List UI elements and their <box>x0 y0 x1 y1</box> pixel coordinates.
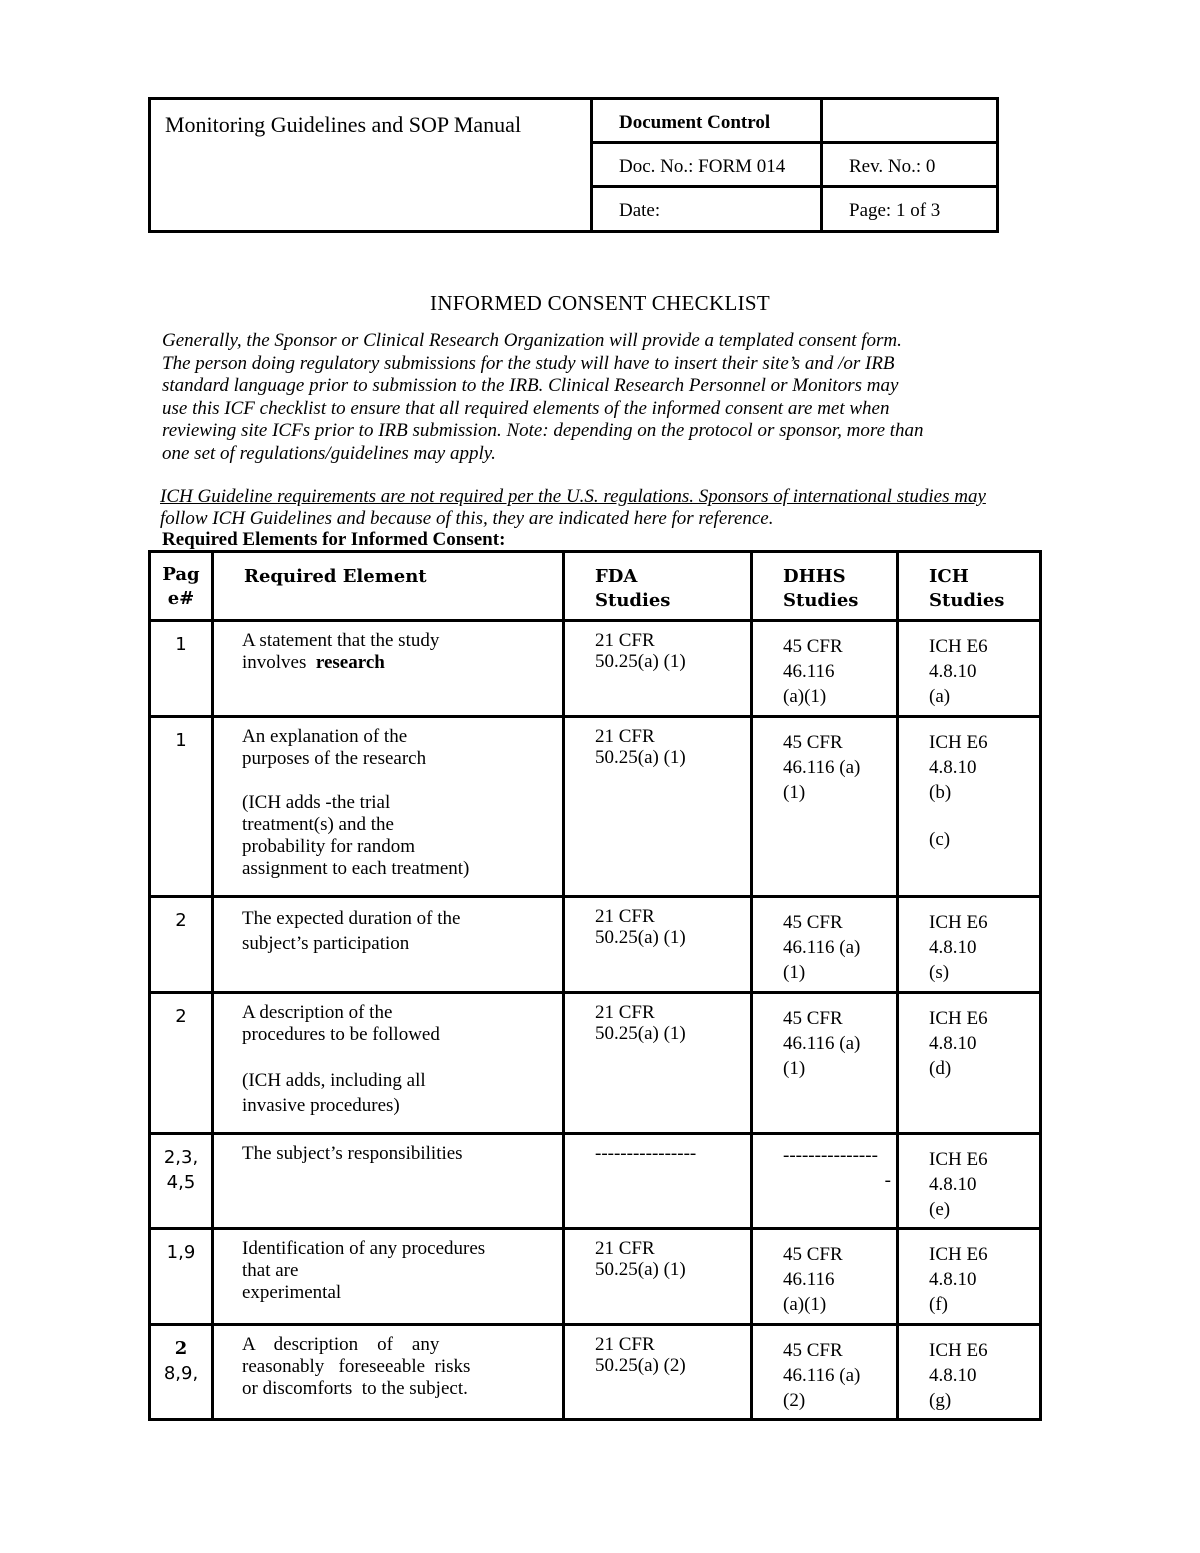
doc-no: Doc. No.: FORM 014 <box>619 156 786 177</box>
table-row <box>150 1134 1041 1229</box>
row-fda: 21 CFR 50.25(a) (1) <box>595 1002 686 1044</box>
row-ich: ICH E6 4.8.10 (g) <box>929 1340 988 1411</box>
header-dhhs-line: DHHS <box>783 566 846 587</box>
header-element: Required Element <box>213 552 564 621</box>
date-cell <box>593 188 823 230</box>
header-dhhs-line: Studies <box>783 590 859 611</box>
manual-title-cell <box>151 100 593 230</box>
row-element: A description of any reasonably foreseeable risks or discomforts to the subject. <box>242 1334 471 1399</box>
row-page: 2 <box>175 910 187 931</box>
table-row <box>150 621 1041 717</box>
row-element: An explanation of the purposes of the research (ICH adds -the trial treatment(s) and the probability for random assignment to each treatment) <box>242 726 470 879</box>
document-control-label: Document Control <box>619 112 771 133</box>
manual-title: Monitoring Guidelines and SOP Manual <box>165 112 522 137</box>
ich-note <box>160 486 1040 530</box>
document-control-label-cell <box>593 100 823 144</box>
row-dhhs: 45 CFR 46.116 (a)(1) <box>783 1244 843 1315</box>
table-row <box>150 897 1041 993</box>
row-fda: 21 CFR 50.25(a) (1) <box>595 906 686 948</box>
row-page: 1 <box>175 730 187 751</box>
document-title: INFORMED CONSENT CHECKLIST <box>430 291 770 315</box>
header-ich <box>898 552 1041 621</box>
row-element: The subject’s responsibilities <box>242 1143 463 1164</box>
header-fda <box>564 552 752 621</box>
row-ich: ICH E6 4.8.10 (s) <box>929 912 988 983</box>
row-page: 1 <box>175 634 187 655</box>
row-dhhs: --------------- - <box>783 1145 891 1191</box>
table-header-row <box>150 552 1041 621</box>
table-row <box>150 717 1041 897</box>
row-ich: ICH E6 4.8.10 (e) <box>929 1149 988 1220</box>
row-fda: 21 CFR 50.25(a) (1) <box>595 1238 686 1280</box>
row-element: A description of the procedures to be followed (ICH adds, including all invasive procedures) <box>242 1002 440 1116</box>
row-ich: ICH E6 4.8.10 (f) <box>929 1244 988 1315</box>
intro-line: Generally, the Sponsor or Clinical Research Organization will provide a templated consent form. <box>162 330 902 351</box>
row-dhhs: 45 CFR 46.116 (a) (1) <box>783 1008 861 1079</box>
table-row <box>150 1229 1041 1325</box>
intro-line: one set of regulations/guidelines may apply. <box>162 442 496 464</box>
row-page: 2 <box>175 1006 187 1027</box>
date-label: Date: <box>619 200 661 221</box>
row-ich: ICH E6 4.8.10 (a) <box>929 636 988 707</box>
intro-line: The person doing regulatory submissions for the study will have to insert their site’s and /or IRB <box>162 352 895 374</box>
intro-line: reviewing site ICFs prior to IRB submission. Note: depending on the protocol or sponsor, more than <box>162 420 924 441</box>
header-dhhs <box>752 552 898 621</box>
row-element: A statement that the study involves research <box>242 630 440 673</box>
row-element: The expected duration of the subject’s participation <box>242 908 461 954</box>
document-control-header <box>148 97 999 233</box>
row-dhhs: 45 CFR 46.116 (a)(1) <box>783 636 843 707</box>
doc-no-cell <box>593 144 823 188</box>
page-cell <box>823 188 999 230</box>
intro-line: standard language prior to submission to the IRB. Clinical Research Personnel or Monitors may <box>162 375 899 396</box>
row-dhhs: 45 CFR 46.116 (a) (1) <box>783 732 861 803</box>
header-page <box>150 552 213 621</box>
row-ich: ICH E6 4.8.10 (d) <box>929 1008 988 1079</box>
ich-note-line: ICH Guideline requirements are not required per the U.S. regulations. Sponsors of international studies may <box>160 486 986 507</box>
required-elements-heading: Required Elements for Informed Consent: <box>162 529 506 550</box>
row-fda: 21 CFR 50.25(a) (1) <box>595 630 686 672</box>
rev-no-cell <box>823 144 999 188</box>
page-number: Page: 1 of 3 <box>849 200 941 221</box>
row-fda: ---------------- <box>595 1143 697 1164</box>
row-page: 2,3, 4,5 <box>163 1147 199 1193</box>
row-dhhs: 45 CFR 46.116 (a) (1) <box>783 912 861 983</box>
header-page-line: e# <box>167 588 195 609</box>
row-element: Identification of any procedures that are experimental <box>242 1238 486 1303</box>
row-page: 1,9 <box>166 1242 196 1263</box>
row-page: 2 8,9, <box>163 1338 199 1384</box>
row-fda: 21 CFR 50.25(a) (2) <box>595 1334 686 1376</box>
row-fda: 21 CFR 50.25(a) (1) <box>595 726 686 768</box>
table-row <box>150 993 1041 1134</box>
header-ich-line: Studies <box>929 590 1005 611</box>
header-fda-line: FDA <box>595 566 638 587</box>
intro-line: use this ICF checklist to ensure that all required elements of the informed consent are met when <box>162 397 890 419</box>
header-fda-line: Studies <box>595 590 671 611</box>
intro-paragraph <box>162 330 1042 465</box>
row-ich: ICH E6 4.8.10 (b) (c) <box>929 732 988 850</box>
checklist-table <box>148 550 1042 1421</box>
header-ich-line: ICH <box>929 566 969 587</box>
row-dhhs: 45 CFR 46.116 (a) (2) <box>783 1340 861 1411</box>
table-row <box>150 1325 1041 1420</box>
header-page-line: Pag <box>162 564 200 585</box>
document-control-value-cell <box>823 100 999 144</box>
rev-no: Rev. No.: 0 <box>849 156 936 177</box>
ich-note-line: follow ICH Guidelines and because of this, they are indicated here for reference. <box>160 508 774 529</box>
